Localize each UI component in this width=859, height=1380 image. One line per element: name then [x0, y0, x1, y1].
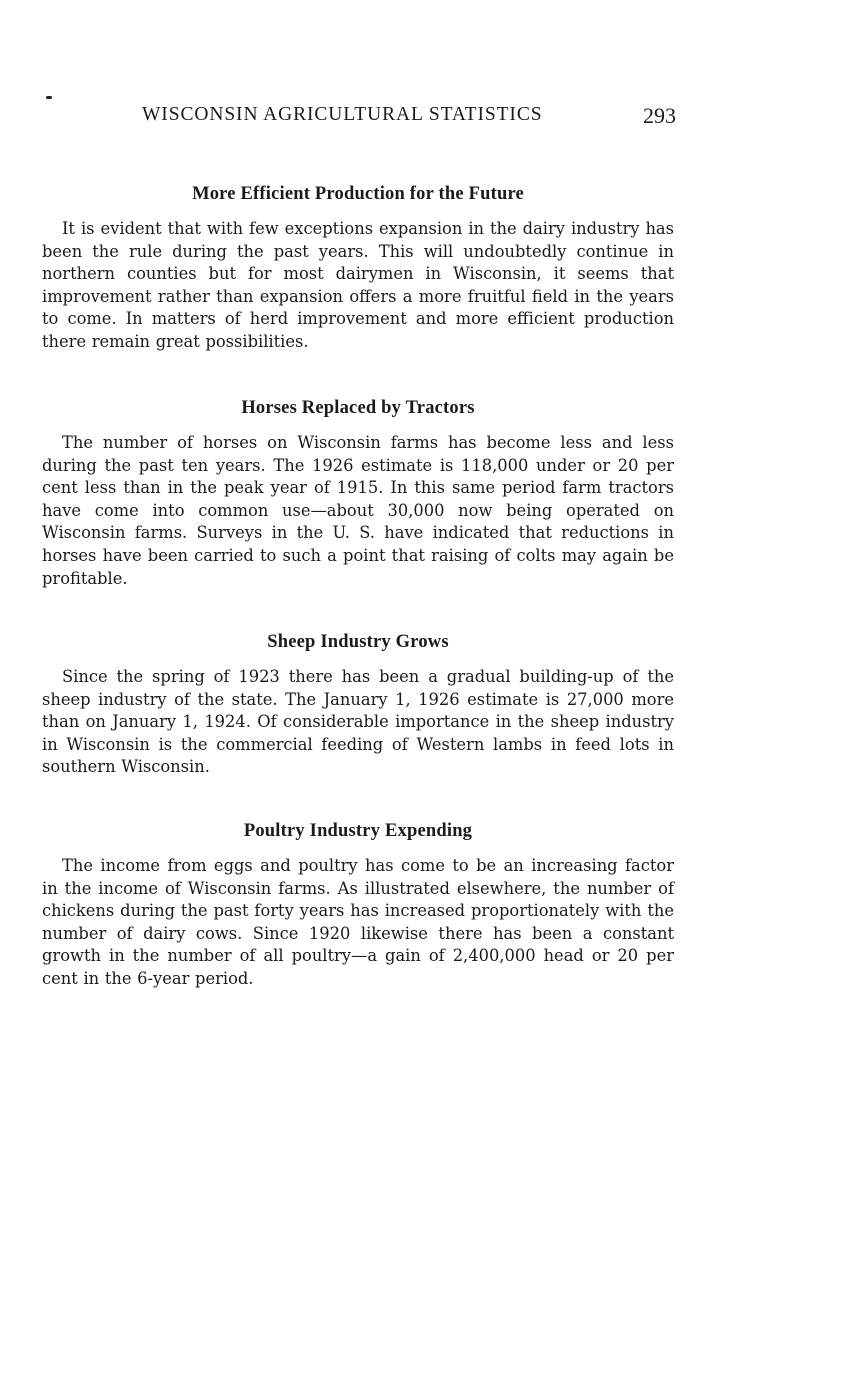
section-paragraph: The income from eggs and poultry has come to be an increasing factor in the income of Wisconsin farms. As illustrated elsewhere, the number of chickens during the past forty years has increased proportionately with the number of dairy cows. Since 1920 likewise there has been a constant growth in the number of all poultry—a gain of 2,400,000 head or 20 per cent in the 6-year period.	[42, 856, 674, 988]
section-paragraph: Since the spring of 1923 there has been a gradual building-up of the sheep industry of the state. The January 1, 1926 estimate is 27,000 more than on January 1, 1924. Of considerable importance in the sheep industry in Wisconsin is the commercial feeding of Western lambs in feed lots in southern Wisconsin.	[42, 667, 674, 777]
page-number: 293	[643, 103, 676, 128]
section-sheep-industry	[42, 630, 674, 779]
section-paragraph: It is evident that with few exceptions expansion in the dairy industry has been the rule during the past years. This will undoubtedly continue in northern counties but for most dairymen in Wisconsin, it seems that improvement rather than expansion offers a more fruitful field in the years to come. In matters of herd improvement and more efficient production there remain great possibilities.	[42, 219, 674, 351]
running-header	[142, 104, 676, 134]
section-poultry-industry	[42, 819, 674, 991]
section-heading: Horses Replaced by Tractors	[241, 398, 475, 418]
ink-speck	[46, 96, 52, 99]
section-heading: Poultry Industry Expending	[243, 821, 473, 841]
running-title: WISCONSIN AGRICULTURAL STATISTICS	[142, 104, 543, 125]
section-efficient-production	[42, 182, 674, 354]
section-heading: More Efficient Production for the Future	[192, 184, 524, 204]
section-horses-tractors	[42, 396, 674, 590]
section-paragraph: The number of horses on Wisconsin farms has become less and less during the past ten years. The 1926 estimate is 118,000 under or 20 per cent less than in the peak year of 1915. In this same period farm tractors have come into common use—about 30,000 now being operated on Wisconsin farms. Surveys in the U. S. have indicated that reductions in horses have been carried to such a point that raising of colts may again be profitable.	[42, 433, 674, 588]
section-heading: Sheep Industry Grows	[267, 632, 449, 652]
